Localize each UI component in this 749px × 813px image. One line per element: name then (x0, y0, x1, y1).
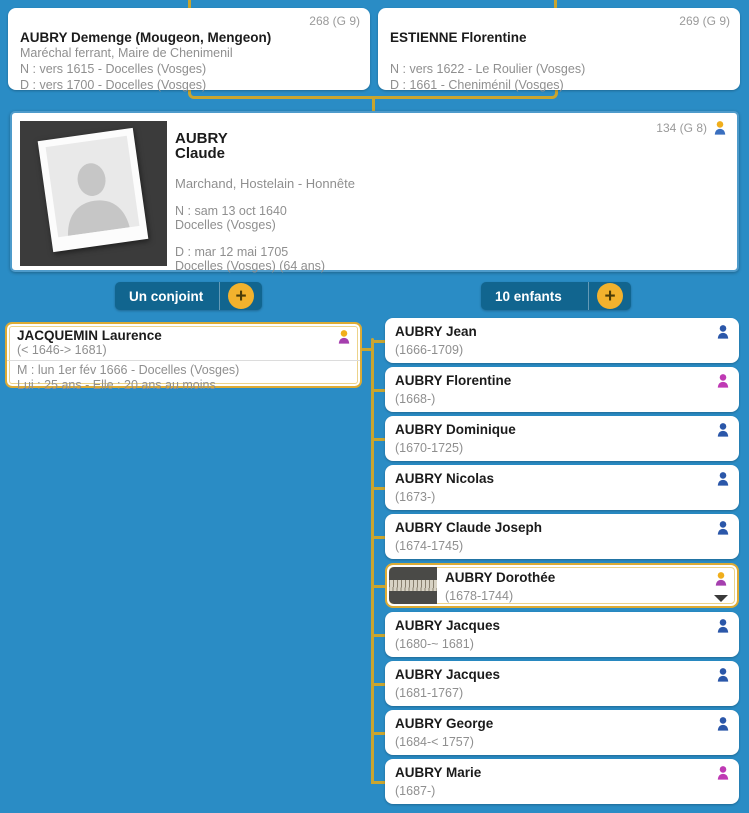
person-profession: Maréchal ferrant, Maire de Chenimenil (20, 46, 233, 60)
person-birth-place: Docelles (Vosges) (175, 218, 276, 232)
child-card[interactable] (385, 759, 739, 804)
male-icon (715, 324, 731, 340)
person-death-date: D : mar 12 mai 1705 (175, 245, 289, 259)
male-icon (715, 667, 731, 683)
connector-child-stub (371, 340, 386, 343)
connector-parents-drop (372, 97, 375, 112)
child-card[interactable] (385, 514, 739, 559)
male-icon (715, 422, 731, 438)
sosa-number: 134 (G 8) (656, 121, 707, 135)
person-birth: N : vers 1622 - Le Roulier (Vosges) (390, 62, 586, 76)
child-dates: (1687-) (395, 784, 436, 798)
sosa-female-icon (713, 571, 729, 587)
child-dates: (1678-1744) (445, 589, 514, 603)
child-dates: (1684-< 1757) (395, 735, 474, 749)
child-dates: (1681-1767) (395, 686, 464, 700)
person-death: D : 1661 - Cheniménil (Vosges) (390, 78, 564, 92)
child-name: AUBRY Florentine (395, 373, 512, 388)
sosa-male-icon (712, 120, 728, 136)
child-name: AUBRY Jacques (395, 667, 501, 682)
child-photo-thumbnail[interactable] (389, 567, 437, 604)
connector-child-stub (371, 536, 386, 539)
children-group-button[interactable] (481, 282, 631, 310)
person-silhouette-icon (46, 136, 140, 238)
divider (7, 360, 360, 361)
child-name: AUBRY Claude Joseph (395, 520, 543, 535)
sosa-number: 268 (G 9) (309, 14, 360, 28)
child-card[interactable] (385, 318, 739, 363)
child-card[interactable] (385, 465, 739, 510)
profile-photo[interactable] (20, 121, 167, 266)
connector-child-stub (371, 585, 386, 588)
child-dates: (1666-1709) (395, 343, 464, 357)
document-scan-band (389, 580, 437, 591)
connector-child-stub (371, 389, 386, 392)
connector-child-stub (371, 781, 386, 784)
photo-placeholder-polaroid (38, 128, 149, 252)
main-person-card (10, 111, 739, 272)
connector-child-stub (371, 487, 386, 490)
child-name: AUBRY Marie (395, 765, 482, 780)
children-list (385, 318, 739, 804)
parent-card-mother[interactable] (378, 8, 740, 90)
parent-card-father[interactable] (8, 8, 370, 90)
person-profession: Marchand, Hostelain - Honnête (175, 176, 355, 191)
child-card[interactable] (385, 661, 739, 706)
female-icon (715, 765, 731, 781)
connector-child-stub (371, 732, 386, 735)
child-name: AUBRY Dominique (395, 422, 516, 437)
child-name: AUBRY Dorothée (445, 570, 556, 585)
child-name: AUBRY Jean (395, 324, 477, 339)
child-card[interactable] (385, 612, 739, 657)
child-card[interactable] (385, 367, 739, 412)
male-icon (715, 618, 731, 634)
add-spouse-button[interactable]: + (228, 283, 254, 309)
connector-child-stub (371, 438, 386, 441)
child-dates: (1673-) (395, 490, 436, 504)
marriage-ages: Lui : 25 ans - Elle : 20 ans au moins (17, 378, 216, 392)
child-name: AUBRY George (395, 716, 494, 731)
spouse-group-label: Un conjoint (129, 288, 204, 304)
child-dates: (1670-1725) (395, 441, 464, 455)
person-name: ESTIENNE Florentine (390, 30, 527, 45)
child-card[interactable] (385, 710, 739, 755)
male-icon (715, 520, 731, 536)
child-name: AUBRY Jacques (395, 618, 501, 633)
person-profession (390, 45, 728, 61)
child-card-selected[interactable] (385, 563, 739, 608)
person-name: AUBRY Claude (175, 130, 228, 162)
spouse-dates: (< 1646-> 1681) (17, 343, 107, 357)
connector-child-stub (371, 683, 386, 686)
child-name: AUBRY Nicolas (395, 471, 495, 486)
child-card[interactable] (385, 416, 739, 461)
male-icon (715, 471, 731, 487)
person-death-place: Docelles (Vosges) (64 ans) (175, 259, 326, 273)
marriage-info: M : lun 1er fév 1666 - Docelles (Vosges) (17, 363, 240, 377)
expand-caret-icon[interactable] (714, 595, 728, 602)
add-child-button[interactable]: + (597, 283, 623, 309)
person-name: AUBRY Demenge (Mougeon, Mengeon) (20, 30, 272, 45)
spouse-name: JACQUEMIN Laurence (17, 328, 162, 343)
child-dates: (1674-1745) (395, 539, 464, 553)
spouse-group-button[interactable] (115, 282, 262, 310)
children-group-label: 10 enfants (495, 288, 562, 304)
person-birth: N : vers 1615 - Docelles (Vosges) (20, 62, 207, 76)
person-birth-date: N : sam 13 oct 1640 (175, 204, 287, 218)
spouse-card[interactable] (5, 322, 362, 392)
sosa-female-icon (336, 329, 352, 345)
sosa-number: 269 (G 9) (679, 14, 730, 28)
male-icon (715, 716, 731, 732)
person-death: D : vers 1700 - Docelles (Vosges) (20, 78, 207, 92)
connector-children-line (371, 338, 374, 784)
female-icon (715, 373, 731, 389)
child-dates: (1668-) (395, 392, 436, 406)
child-dates: (1680-~ 1681) (395, 637, 474, 651)
connector-child-stub (371, 634, 386, 637)
connector-spouse-stub (361, 348, 372, 351)
